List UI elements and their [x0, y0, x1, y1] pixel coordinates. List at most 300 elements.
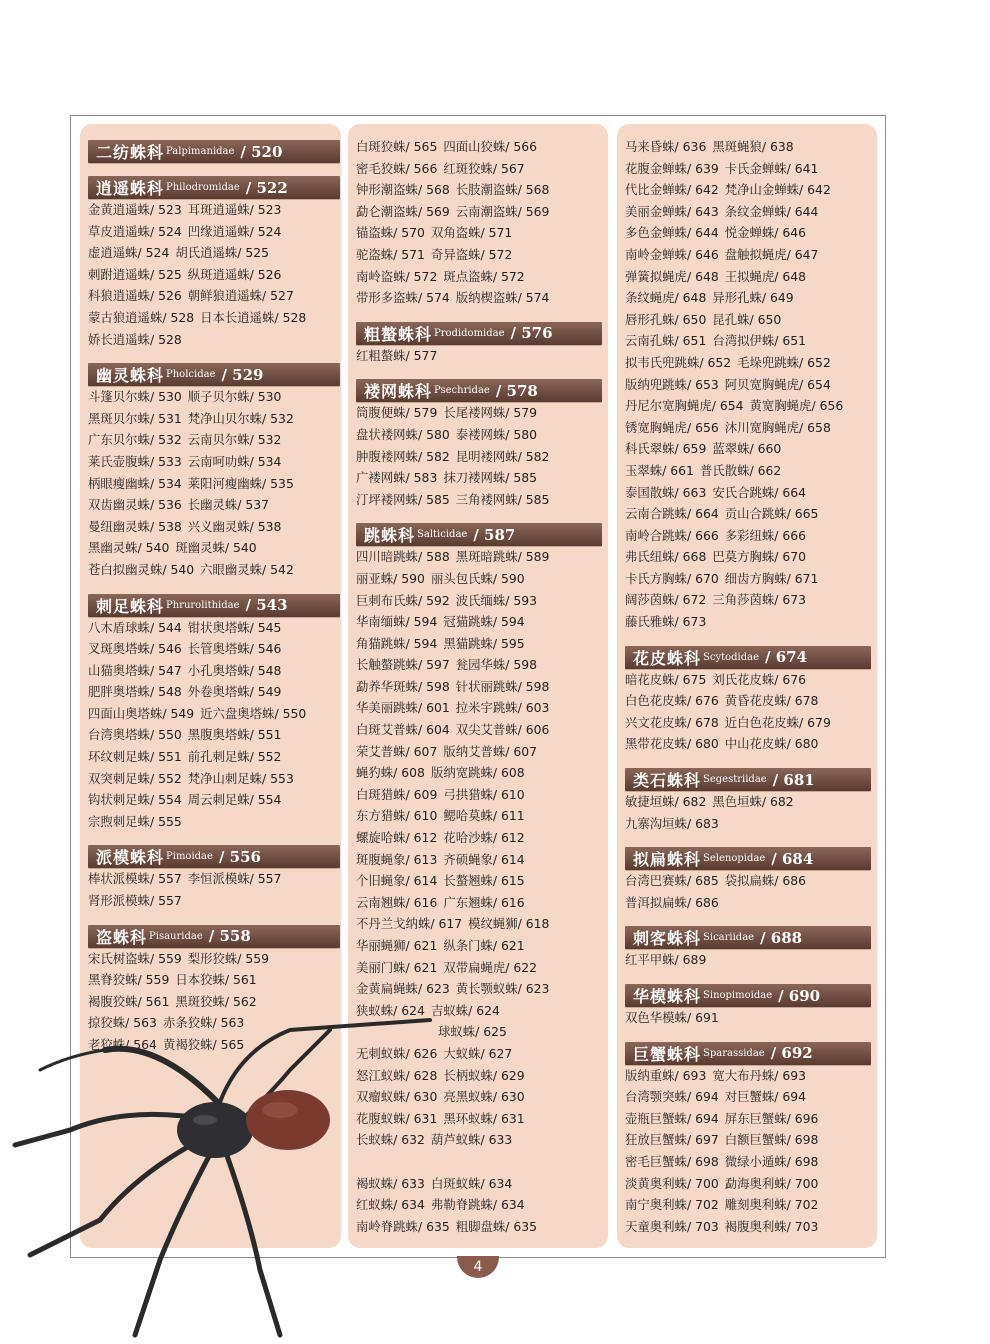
- species-entry-first: 泰国散蛛/ 663: [625, 484, 707, 500]
- species-entry: [625, 482, 877, 504]
- family-latin-name: Prodidomidae: [434, 327, 505, 339]
- species-entry: [356, 870, 608, 892]
- species-entry: [88, 242, 341, 264]
- species-entry-second: 沐川宽胸蝇虎/ 658: [724, 419, 831, 435]
- species-entry: [356, 892, 608, 914]
- species-entry-second: 条纹金蝉蛛/ 644: [724, 203, 819, 219]
- species-entry: [625, 813, 877, 835]
- species-entry: [88, 948, 341, 970]
- species-entry-first: 暗花皮蛛/ 675: [625, 671, 707, 687]
- species-entry-second: 六眼幽灵蛛/ 542: [200, 561, 294, 577]
- species-entry-first: 黑脊狡蛛/ 559: [88, 972, 170, 988]
- species-entry-first: 宗煦刺足蛛/ 555: [88, 813, 182, 829]
- family-heading: [88, 925, 340, 948]
- species-entry: [625, 568, 877, 590]
- species-entry-second: 安氏合跳蛛/ 664: [712, 484, 807, 500]
- species-entry-first: 条纹蝇虎/ 648: [625, 290, 707, 306]
- species-entry: [625, 1173, 877, 1195]
- species-entry: [356, 762, 608, 784]
- index-column-3: [617, 124, 877, 1248]
- species-entry-second: 红斑狡蛛/ 567: [443, 160, 525, 176]
- species-entry-first: 娇长逍遥蛛/ 528: [88, 331, 182, 347]
- species-entry-second: 昆孔蛛/ 650: [712, 311, 782, 327]
- species-entry: [356, 676, 608, 698]
- species-entry-second: 白斑蚁蛛/ 634: [430, 1175, 513, 1191]
- species-entry-first: 莱氏壶腹蛛/ 533: [88, 453, 182, 469]
- species-entry-first: 玉翠蛛/ 661: [625, 462, 694, 478]
- species-entry-second: 长螯翘蛛/ 615: [443, 873, 525, 889]
- species-entry-second: 梨形狡蛛/ 559: [187, 950, 270, 966]
- species-entry: [88, 559, 341, 581]
- species-entry: [625, 330, 877, 352]
- species-entry-second: 白额巨蟹蛛/ 698: [724, 1132, 819, 1148]
- species-entry-first: 卡氏方胸蛛/ 670: [625, 570, 719, 586]
- species-entry: [625, 374, 877, 396]
- species-entry: [88, 494, 341, 516]
- species-entry: [625, 287, 877, 309]
- species-entry: [88, 451, 341, 473]
- family-page: / 543: [245, 596, 288, 614]
- species-entry-second: 雕刻奥利蛛/ 702: [724, 1197, 819, 1213]
- species-entry-second: 三角莎茵蛛/ 673: [712, 592, 807, 608]
- species-entry: [356, 158, 608, 180]
- carapace-highlight: [193, 1115, 217, 1125]
- species-entry: [625, 589, 877, 611]
- species-entry-first: 黑带花皮蛛/ 680: [625, 736, 719, 752]
- section-gap: [356, 366, 608, 375]
- species-entry: [88, 617, 341, 639]
- species-entry-second: 毛垛兜跳蛛/ 652: [737, 354, 831, 370]
- species-entry: [625, 1216, 877, 1238]
- species-entry: [625, 1065, 877, 1087]
- species-entry-second: 葫芦蚁蛛/ 633: [430, 1132, 513, 1148]
- species-entry: [88, 868, 341, 890]
- species-entry-first: 锈宽胸蝇虎/ 656: [625, 419, 719, 435]
- species-entry: [356, 827, 608, 849]
- family-latin-name: Psechridae: [434, 385, 490, 397]
- species-entry-second: 泰褛网蛛/ 580: [455, 426, 538, 442]
- species-entry-second: 阿贝宽胸蝇虎/ 654: [724, 376, 831, 392]
- species-entry-first: 阔莎茵蛛/ 672: [625, 592, 707, 608]
- species-entry: [88, 890, 341, 912]
- species-entry: [356, 402, 608, 424]
- species-entry-first: 丽亚蛛/ 590: [356, 570, 425, 586]
- species-entry-first: 勐养华斑蛛/ 598: [356, 678, 450, 694]
- species-entry-second: 版纳艾普蛛/ 607: [443, 743, 538, 759]
- species-entry: [625, 136, 877, 158]
- species-entry-first: 九寨沟垣蛛/ 683: [625, 815, 719, 831]
- species-entry: [88, 429, 341, 451]
- species-entry-second: 袋拟扁蛛/ 686: [724, 873, 807, 889]
- species-entry-first: 台湾巴赛蛛/ 685: [625, 873, 719, 889]
- species-entry-first: 双色华模蛛/ 691: [625, 1010, 719, 1025]
- species-entry-second: 微绿小遁蛛/ 698: [724, 1153, 819, 1169]
- species-entry-first: 肿腹褛网蛛/ 582: [356, 448, 450, 464]
- species-entry-first: 狂放巨蟹蛛/ 697: [625, 1132, 719, 1148]
- species-entry-second: 弗勒脊跳蛛/ 634: [430, 1197, 525, 1213]
- species-entry-first: 金黄扁蝇蛛/ 623: [356, 981, 450, 997]
- section-gap: [625, 913, 877, 922]
- species-entry-second: 梵净山贝尔蛛/ 532: [187, 410, 294, 426]
- species-entry: [356, 424, 608, 446]
- spider-leg: [105, 1049, 225, 1110]
- species-entry: [625, 733, 877, 755]
- page-number: 4: [457, 1256, 499, 1278]
- species-entry: [356, 741, 608, 763]
- species-entry-second: 云南贝尔蛛/ 532: [187, 432, 282, 448]
- species-entry: [625, 669, 877, 691]
- species-entry-first: 云南孔蛛/ 651: [625, 333, 707, 349]
- species-entry: [88, 811, 341, 833]
- species-entry-first: 个旧蝇象/ 614: [356, 873, 438, 889]
- species-entry-second: 弓拱猎蛛/ 610: [443, 786, 525, 802]
- species-entry-first: 驼盗蛛/ 571: [356, 246, 425, 262]
- species-entry-first: 华丽蝇狮/ 621: [356, 938, 438, 953]
- species-entry: [625, 503, 877, 525]
- family-chinese-name: 幽灵蛛科: [96, 366, 165, 386]
- family-chinese-name: 华模蛛科: [633, 987, 702, 1006]
- species-entry-second: 巴莫方胸蛛/ 670: [712, 549, 807, 565]
- species-entry-second: 多彩纽蛛/ 666: [724, 527, 807, 543]
- species-entry: [356, 978, 608, 1000]
- species-entry-first: 荣艾普蛛/ 607: [356, 743, 438, 759]
- species-entry: [88, 703, 341, 725]
- species-entry-second: 外卷奥塔蛛/ 549: [187, 684, 282, 700]
- species-entry: [88, 516, 341, 538]
- species-entry-first: 带形多盗蛛/ 574: [356, 290, 450, 306]
- family-latin-name: Palpimanidae: [166, 146, 235, 157]
- family-page: / 520: [240, 142, 283, 161]
- family-page: / 529: [221, 365, 264, 384]
- species-entry-first: 角猫跳蛛/ 594: [356, 635, 438, 651]
- family-chinese-name: 跳蛛科: [364, 526, 416, 546]
- species-entry: [356, 287, 608, 309]
- species-entry-first: 草皮逍遥蛛/ 524: [88, 223, 182, 239]
- species-entry: [356, 805, 608, 827]
- species-entry-second: 卡氏金蝉蛛/ 641: [724, 160, 819, 176]
- species-entry-first: 华美丽跳蛛/ 601: [356, 700, 450, 716]
- species-entry-first: 柄眼瘦幽蛛/ 534: [88, 475, 182, 491]
- species-entry-first: 老狡蛛/ 564: [88, 1037, 157, 1052]
- species-entry-second: 丽头包氏蛛/ 590: [430, 570, 525, 586]
- family-latin-name: Philodromidae: [166, 182, 240, 193]
- species-entry-second: 莱阳河瘦幽蛛/ 535: [187, 475, 294, 491]
- species-entry-first: 台湾颚突蛛/ 694: [625, 1089, 719, 1105]
- species-entry-first: 双突刺足蛛/ 552: [88, 770, 182, 786]
- species-entry-first: 密毛狡蛛/ 566: [356, 160, 438, 176]
- family-latin-name: Pimoidae: [166, 851, 213, 863]
- species-entry: [88, 537, 341, 559]
- species-entry-first: 双齿幽灵蛛/ 536: [88, 497, 182, 513]
- species-entry-first: 无刺蚁蛛/ 626: [356, 1045, 438, 1061]
- family-heading: [356, 523, 602, 546]
- family-latin-name: Pisauridae: [149, 930, 203, 942]
- family-page: / 688: [760, 928, 803, 947]
- species-entry: [625, 1194, 877, 1216]
- family-page: / 558: [208, 927, 251, 946]
- section-gap: [625, 755, 877, 764]
- species-entry-second: 粗脚盘蛛/ 635: [455, 1218, 538, 1234]
- species-entry: [625, 791, 877, 813]
- species-entry-first: 美丽门蛛/ 621: [356, 959, 438, 975]
- species-entry-second: 勐海奥利蛛/ 700: [724, 1175, 819, 1191]
- family-chinese-name: 花皮蛛科: [633, 648, 702, 668]
- family-latin-name: Scytodidae: [703, 651, 760, 663]
- family-chinese-name: 二纺蛛科: [96, 143, 165, 162]
- species-entry: [625, 1108, 877, 1130]
- species-entry-first: 八木盾球蛛/ 544: [88, 619, 182, 635]
- species-entry-second: 朝鲜狼逍遥蛛/ 527: [187, 288, 294, 304]
- species-entry: [356, 719, 608, 741]
- species-entry-first: 云南合跳蛛/ 664: [625, 506, 719, 522]
- species-entry-first: 唇形孔蛛/ 650: [625, 311, 707, 327]
- species-entry: [625, 712, 877, 734]
- species-entry-first: 不丹兰戈纳蛛/ 617: [356, 916, 463, 932]
- species-entry-second: 斑幽灵蛛/ 540: [175, 540, 257, 556]
- species-entry-second: 周云刺足蛛/ 554: [187, 792, 282, 808]
- species-entry-first: 花腹金蝉蛛/ 639: [625, 160, 719, 176]
- spider-leg: [225, 1150, 280, 1335]
- species-entry-second: 双尖艾普蛛/ 606: [455, 722, 550, 738]
- family-page: / 522: [245, 178, 288, 197]
- species-entry-first: 锚盗蛛/ 570: [356, 225, 425, 241]
- family-latin-name: Segestriidae: [703, 774, 767, 786]
- species-entry-first: 丹尼尔宽胸蝇虎/ 654: [625, 398, 744, 414]
- species-entry: [356, 345, 608, 367]
- species-entry-second: 台湾拟伊蛛/ 651: [712, 333, 807, 349]
- family-page: / 587: [473, 525, 516, 544]
- species-entry-second: 日本长逍遥蛛/ 528: [200, 309, 307, 325]
- species-entry-first: 代比金蝉蛛/ 642: [625, 182, 719, 198]
- family-heading: [88, 140, 340, 163]
- species-entry: [356, 222, 608, 244]
- species-entry-second: 纵斑逍遥蛛/ 526: [187, 266, 282, 282]
- section-gap: [88, 163, 341, 172]
- species-entry: [356, 467, 608, 489]
- species-entry-second: 屏东巨蟹蛛/ 696: [724, 1110, 819, 1126]
- species-entry-first: 广东贝尔蛛/ 532: [88, 432, 182, 448]
- family-chinese-name: 刺足蛛科: [96, 596, 165, 616]
- species-entry: [356, 913, 608, 935]
- species-entry-second: 梵净山金蝉蛛/ 642: [724, 182, 831, 198]
- species-entry-second: 版纳楔盗蛛/ 574: [455, 290, 550, 306]
- species-entry-first: 版纳兜跳蛛/ 653: [625, 376, 719, 392]
- spider-cephalothorax: [177, 1102, 253, 1158]
- species-entry-second: 奇异盗蛛/ 572: [430, 246, 513, 262]
- species-entry-first: 掠狡蛛/ 563: [88, 1015, 157, 1031]
- spider-leg: [30, 1135, 210, 1255]
- species-entry-first: 云南翘蛛/ 616: [356, 894, 438, 910]
- species-entry-second: 广东翘蛛/ 616: [443, 894, 525, 910]
- species-entry-first: 兴文花皮蛛/ 678: [625, 714, 719, 730]
- species-entry-first: 褐腹狡蛛/ 561: [88, 993, 170, 1009]
- species-entry-first: 淡黄奥利蛛/ 700: [625, 1175, 719, 1191]
- species-entry-first: 曼纽幽灵蛛/ 538: [88, 518, 182, 534]
- species-entry-second: 钳状奥塔蛛/ 545: [187, 619, 282, 635]
- family-heading: [356, 322, 602, 345]
- species-entry-first: 南岭盗蛛/ 572: [356, 268, 438, 284]
- section-gap: [88, 912, 341, 921]
- species-entry-second: 黄长颚蚁蛛/ 623: [455, 981, 550, 997]
- species-entry-first: 花腹蚁蛛/ 631: [356, 1110, 438, 1126]
- species-entry: [356, 489, 608, 511]
- species-entry-second: 王拟蝇虎/ 648: [724, 268, 807, 284]
- species-entry-second: 模纹蝇狮/ 618: [468, 916, 550, 932]
- species-entry-second: 蓝翠蛛/ 660: [712, 441, 782, 457]
- species-entry: [356, 611, 608, 633]
- species-entry-second: 长尾褛网蛛/ 579: [443, 405, 538, 421]
- species-entry-second: 长幽灵蛛/ 537: [187, 497, 270, 513]
- species-entry-first: 四川暗跳蛛/ 588: [356, 549, 450, 565]
- species-entry-second: 褐腹奥利蛛/ 703: [724, 1218, 819, 1234]
- family-latin-name: Selenopidae: [703, 853, 766, 865]
- species-entry-second: 冠猫跳蛛/ 594: [443, 614, 525, 630]
- species-entry: [356, 697, 608, 719]
- species-entry: [88, 969, 341, 991]
- family-chinese-name: 拟扁蛛科: [633, 850, 702, 870]
- species-entry: [625, 949, 877, 971]
- family-chinese-name: 褛网蛛科: [364, 382, 433, 402]
- species-entry-second: 兴义幽灵蛛/ 538: [187, 518, 282, 534]
- species-entry-first: 弗氏纽蛛/ 668: [625, 549, 707, 565]
- species-entry-first: 钟形潮盗蛛/ 568: [356, 182, 450, 198]
- family-chinese-name: 逍遥蛛科: [96, 179, 165, 198]
- species-entry-first: 黑斑贝尔蛛/ 531: [88, 410, 182, 426]
- family-heading: [88, 845, 340, 868]
- species-entry: [625, 690, 877, 712]
- species-entry-second: 针状丽跳蛛/ 598: [455, 678, 550, 694]
- species-entry-first: 长触螯跳蛛/ 597: [356, 657, 450, 673]
- family-latin-name: Phrurolithidae: [166, 599, 240, 611]
- species-entry-second: 大蚁蛛/ 627: [443, 1045, 513, 1061]
- species-entry-second: 球蚁蛛/ 625: [438, 1024, 507, 1040]
- species-entry-first: 环纹刺足蛛/ 551: [88, 749, 182, 765]
- species-entry: [625, 1151, 877, 1173]
- species-entry-second: 昆明褛网蛛/ 582: [455, 448, 550, 464]
- species-entry-second: 版纳宽跳蛛/ 608: [430, 765, 525, 781]
- species-entry-first: 巨刺布氏蛛/ 592: [356, 592, 450, 608]
- species-entry: [88, 789, 341, 811]
- species-entry-first: 南宁奥利蛛/ 702: [625, 1197, 719, 1213]
- species-entry: [625, 438, 877, 460]
- species-entry-second: 黄褐狡蛛/ 565: [162, 1037, 245, 1052]
- family-latin-name: Pholcidae: [166, 369, 216, 381]
- species-entry-second: 抹刀褛网蛛/ 585: [443, 470, 538, 486]
- family-page: / 674: [765, 648, 808, 667]
- species-entry-second: 纵条门蛛/ 621: [443, 938, 525, 953]
- family-latin-name: Sinopimoidae: [703, 990, 773, 1001]
- family-page: / 681: [772, 770, 815, 789]
- species-entry-second: 中山花皮蛛/ 680: [724, 736, 819, 752]
- species-entry-first: 蝇犳蛛/ 608: [356, 765, 425, 781]
- species-entry-first: 壶瓶巨蟹蛛/ 694: [625, 1110, 719, 1126]
- species-entry-second: 齐硕蝇象/ 614: [443, 851, 525, 867]
- species-entry-second: 黑猫跳蛛/ 595: [443, 635, 525, 651]
- species-entry: [356, 568, 608, 590]
- species-entry-second: 贡山合跳蛛/ 665: [724, 506, 819, 522]
- species-entry: [356, 590, 608, 612]
- section-gap: [356, 309, 608, 318]
- species-entry-first: 宋氏树盗蛛/ 559: [88, 950, 182, 966]
- species-entry-second: 普氏散蛛/ 662: [699, 462, 782, 478]
- family-latin-name: Salticidae: [417, 529, 468, 541]
- species-entry-first: 天童奥利蛛/ 703: [625, 1218, 719, 1234]
- species-entry-first: 广褛网蛛/ 583: [356, 470, 438, 486]
- species-entry-second: 黑色垣蛛/ 682: [712, 794, 794, 810]
- species-entry-first: 肾形派模蛛/ 557: [88, 893, 182, 909]
- family-page: / 556: [218, 847, 261, 866]
- species-entry-second: 刘氏花皮蛛/ 676: [712, 671, 807, 687]
- species-entry: [625, 352, 877, 374]
- species-entry-second: 细齿方胸蛛/ 671: [724, 570, 819, 586]
- section-gap: [625, 834, 877, 843]
- family-page: / 692: [770, 1044, 813, 1063]
- species-entry: [356, 935, 608, 957]
- species-entry: [625, 222, 877, 244]
- species-entry-first: 四面山奥塔蛛/ 549: [88, 705, 195, 721]
- species-entry-first: 斗篷贝尔蛛/ 530: [88, 389, 182, 405]
- species-entry-second: 宽大布丹蛛/ 693: [712, 1067, 807, 1083]
- species-entry: [356, 633, 608, 655]
- species-entry-second: 吉蚁蛛/ 624: [430, 1002, 500, 1018]
- species-entry-second: 长管奥塔蛛/ 546: [187, 641, 282, 657]
- species-entry: [356, 201, 608, 223]
- species-entry-second: 日本狡蛛/ 561: [175, 972, 257, 988]
- family-chinese-name: 类石蛛科: [633, 771, 702, 791]
- species-entry: [88, 221, 341, 243]
- species-entry-first: 山猫奥塔蛛/ 547: [88, 662, 182, 678]
- species-entry: [88, 724, 341, 746]
- species-entry-first: 马来昏蛛/ 636: [625, 139, 707, 154]
- species-entry: [88, 264, 341, 286]
- species-entry-first: 东方猎蛛/ 610: [356, 808, 438, 824]
- species-entry-first: 双瘤蚁蛛/ 630: [356, 1089, 438, 1105]
- family-heading: [88, 363, 340, 386]
- spider-illustration: [10, 1010, 480, 1344]
- species-entry-second: 顺子贝尔蛛/ 530: [187, 389, 282, 405]
- species-entry-first: 斑腹蝇象/ 613: [356, 851, 438, 867]
- species-entry: [88, 329, 341, 351]
- species-entry-first: 科氏翠蛛/ 659: [625, 441, 707, 457]
- species-entry: [625, 395, 877, 417]
- species-entry-second: 黄宽胸蝇虎/ 656: [749, 398, 844, 414]
- species-entry-first: 南岭合跳蛛/ 666: [625, 527, 719, 543]
- species-entry: [356, 446, 608, 468]
- species-entry-first: 敏捷垣蛛/ 682: [625, 794, 707, 810]
- species-entry-first: 汀坪褛网蛛/ 585: [356, 491, 450, 507]
- family-chinese-name: 刺客蛛科: [633, 929, 702, 949]
- species-entry-second: 悦金蝉蛛/ 646: [724, 225, 807, 241]
- species-entry: [625, 870, 877, 892]
- species-entry-second: 波氏缅蛛/ 593: [455, 592, 538, 608]
- species-entry-first: 拟韦氏兜跳蛛/ 652: [625, 354, 732, 370]
- species-entry: [625, 1129, 877, 1151]
- family-heading: [625, 768, 871, 791]
- section-gap: [625, 1029, 877, 1038]
- section-gap: [88, 832, 341, 841]
- species-entry: [88, 638, 341, 660]
- species-entry: [625, 892, 877, 914]
- species-entry: [88, 408, 341, 430]
- family-chinese-name: 巨蟹蛛科: [633, 1044, 702, 1064]
- species-entry-second: 胡氏逍遥蛛/ 525: [175, 245, 270, 261]
- species-entry-second: 四面山狡蛛/ 566: [443, 139, 538, 154]
- species-entry-second: 瓮园华蛛/ 598: [455, 657, 538, 673]
- species-entry-first: 红蚁蛛/ 634: [356, 1197, 425, 1213]
- spider-leg: [40, 1050, 105, 1070]
- species-entry-first: 褐蚁蛛/ 633: [356, 1175, 425, 1191]
- species-entry-first: 金黄逍遥蛛/ 523: [88, 202, 182, 217]
